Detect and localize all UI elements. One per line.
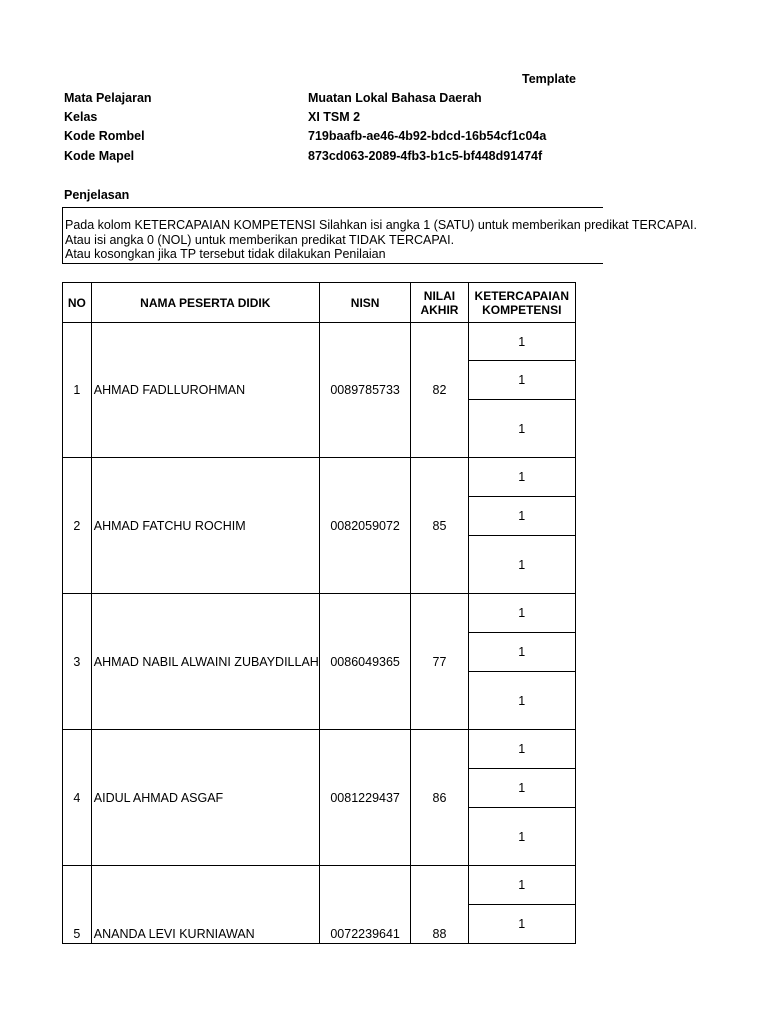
- column-header-ketercapaian: KETERCAPAIAN KOMPETENSI: [468, 283, 575, 323]
- column-header-nama: NAMA PESERTA DIDIK: [91, 283, 319, 323]
- template-label: Template: [522, 72, 576, 86]
- explanation-box: [62, 207, 697, 264]
- cell-nisn[interactable]: 0089785733: [319, 323, 411, 458]
- field-label-kode-rombel: Kode Rombel: [64, 129, 145, 143]
- student-grades-table: [62, 282, 576, 944]
- field-label-kelas: Kelas: [64, 110, 98, 124]
- cell-nilai-akhir[interactable]: 85: [411, 458, 468, 594]
- cell-ketercapaian[interactable]: 1: [468, 536, 575, 594]
- field-label-mata-pelajaran: Mata Pelajaran: [64, 91, 152, 105]
- cell-name[interactable]: AHMAD NABIL ALWAINI ZUBAYDILLAH: [91, 594, 319, 730]
- cell-ketercapaian[interactable]: 1: [468, 361, 575, 400]
- cell-ketercapaian[interactable]: 1: [468, 672, 575, 730]
- cell-nilai-akhir[interactable]: 88: [411, 866, 468, 944]
- cell-no[interactable]: 4: [63, 730, 92, 866]
- field-value-kelas: XI TSM 2: [308, 110, 361, 124]
- cell-no[interactable]: 3: [63, 594, 92, 730]
- cell-ketercapaian[interactable]: 1: [468, 905, 575, 944]
- cell-no[interactable]: 5: [63, 866, 92, 944]
- cell-no[interactable]: 2: [63, 458, 92, 594]
- cell-ketercapaian[interactable]: 1: [468, 866, 575, 905]
- cell-name[interactable]: AHMAD FADLLUROHMAN: [91, 323, 319, 458]
- cell-ketercapaian[interactable]: 1: [468, 400, 575, 458]
- field-value-mata-pelajaran: Muatan Lokal Bahasa Daerah: [308, 91, 482, 105]
- explanation-line-1: Pada kolom KETERCAPAIAN KOMPETENSI Silahkan isi angka 1 (SATU) untuk memberikan predikat TERCAPAI.: [65, 218, 697, 232]
- cell-nisn[interactable]: 0086049365: [319, 594, 411, 730]
- cell-nisn[interactable]: 0081229437: [319, 730, 411, 866]
- explanation-line-2: Atau isi angka 0 (NOL) untuk memberikan predikat TIDAK TERCAPAI.: [65, 233, 455, 247]
- cell-ketercapaian[interactable]: 1: [468, 808, 575, 866]
- cell-ketercapaian[interactable]: 1: [468, 594, 575, 633]
- explanation-title: Penjelasan: [64, 188, 130, 202]
- field-value-kode-rombel: 719baafb-ae46-4b92-bdcd-16b54cf1c04a: [308, 129, 547, 143]
- explanation-line-3: Atau kosongkan jika TP tersebut tidak dilakukan Penilaian: [65, 247, 386, 261]
- cell-nilai-akhir[interactable]: 77: [411, 594, 468, 730]
- cell-ketercapaian[interactable]: 1: [468, 633, 575, 672]
- cell-ketercapaian[interactable]: 1: [468, 323, 575, 361]
- column-header-no: NO: [63, 283, 92, 323]
- cell-ketercapaian[interactable]: 1: [468, 769, 575, 808]
- cell-nilai-akhir[interactable]: 82: [411, 323, 468, 458]
- column-header-nisn: NISN: [319, 283, 411, 323]
- cell-nilai-akhir[interactable]: 86: [411, 730, 468, 866]
- cell-ketercapaian[interactable]: 1: [468, 730, 575, 769]
- field-label-kode-mapel: Kode Mapel: [64, 149, 135, 163]
- cell-name[interactable]: AHMAD FATCHU ROCHIM: [91, 458, 319, 594]
- cell-name[interactable]: AIDUL AHMAD ASGAF: [91, 730, 319, 866]
- cell-ketercapaian[interactable]: 1: [468, 497, 575, 536]
- column-header-nilai-akhir: NILAI AKHIR: [411, 283, 468, 323]
- cell-no[interactable]: 1: [63, 323, 92, 458]
- cell-name[interactable]: ANANDA LEVI KURNIAWAN: [91, 866, 319, 944]
- cell-ketercapaian[interactable]: 1: [468, 458, 575, 497]
- field-value-kode-mapel: 873cd063-2089-4fb3-b1c5-bf448d91474f: [308, 149, 543, 163]
- cell-nisn[interactable]: 0072239641: [319, 866, 411, 944]
- cell-nisn[interactable]: 0082059072: [319, 458, 411, 594]
